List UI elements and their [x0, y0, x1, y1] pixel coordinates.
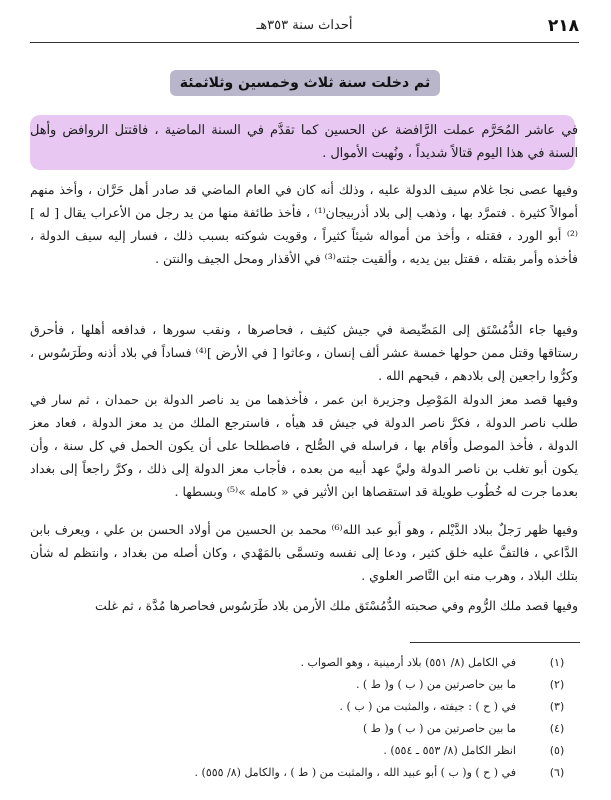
footnote-rule — [410, 642, 580, 643]
footnote-text: ما بين حاصرتين من ( ب ) و( ط ) . — [355, 678, 516, 691]
footnote — [30, 696, 578, 718]
paragraph: وفيها عصى نجا غلام سيف الدولة عليه ، وذلك أنه كان في العام الماضي قد صادر أهل حَرَّان ، وأخذ منهم أموالاً كثيرة . فتمرَّد بها ، وذهب إلى بلاد أذربيجان⁽¹⁾ ، فأخذ طائفة منها من يد رجل من الأعراب يقال [ له ]⁽²⁾ أبو الورد ، فقتله ، وأخذ من أمواله شيئاً كثيراً ، وقويت شوكته بسبب ذلك ، فسار إليه سيف الدولة ، فأخذه وأمر بقتله ، فقتل بين يديه ، وألقيت جثته⁽³⁾ في الأقذار ومحل الجيف والنتن . — [30, 182, 578, 266]
footnote-text: ما بين حاصرتين من ( ب ) و( ط ) — [362, 722, 516, 735]
page-header — [30, 16, 579, 38]
paragraph: وفيها جاء الدُّمُسْتَق إلى المَصِّيصة في جيش كثيف ، فحاصرها ، ونقب سورها ، فدافعه أهلها ، فأحرق رستاقها وقتل ممن حولها خمسة عشر ألف إنسان ، وعاثوا [ في الأرض ]⁽⁴⁾ فساداً في بلاد أذنه وطَرَسُوس ، وكرُّوا راجعين إلى بلادهم ، قبحهم الله . — [30, 322, 579, 383]
footnote — [30, 762, 578, 784]
footnote — [30, 652, 578, 674]
paragraph-highlighted: في عاشر المُحَرَّم عملت الرَّافضة عن الحسين كما تقدَّم في السنة الماضية ، فاقتتل الروافض وأهل السنة في هذا اليوم قتالاً شديداً ، ونُهبت الأموال . — [30, 123, 578, 161]
section-title: ثم دخلت سنة ثلاث وخمسين وثلاثمئة — [170, 70, 440, 96]
footnote — [30, 740, 578, 762]
footnote — [30, 718, 578, 740]
paragraph: وفيها ظهر رَجلٌ ببلاد الدَّيْلم ، وهو أبو عبد الله⁽⁶⁾ محمد بن الحسين من أولاد الحسن بن علي ، ويعرف بابن الدَّاعي ، فالتفَّ عليه خلق كثير ، ودعا إلى نفسه وتسمَّى بالمَهْدي ، وكان أصله من بغداد ، وانتظم له شأن بتلك البلاد ، وهرب منه ابن النَّاصر العلوي . — [30, 522, 578, 583]
footnote-number: (١) — [549, 656, 565, 669]
running-head: أحداث سنة ٣٥٣هـ — [256, 18, 353, 33]
footnote-number: (٣) — [549, 700, 565, 713]
footnote-text: في الكامل (٨/ ٥٥١) بلاد أرمينية ، وهو الصواب . — [300, 656, 516, 669]
header-rule — [30, 42, 579, 43]
paragraph: وفيها قصد معز الدولة المَوْصِل وجزيرة ابن عمر ، فأخذهما من يد ناصر الدولة بن حمدان ، ثم سار في طلب ناصر الدولة ، فكرَّ ناصر الدولة في جيش قد هيأه ، فاسترجع الملك من يد معز الدولة ، فعاد معز الدولة ، فأخذ الموصل وأقام بها ، فراسله في الصُّلح ، فاصطلحا على أن يكون الحمل في كل سنة ، وأن يكون أبو تغلب بن ناصر الدولة وليَّ عهد أبيه من بعده ، فأجاب معز الدولة إلى ذلك ، وكرَّ راجعاً إلى بغداد بعدما جرت له خُطُوب طويلة قد استقصاها ابن الأثير في « كامله »⁽⁵⁾ وبسطها . — [30, 392, 578, 499]
page-number: ٢١٨ — [547, 16, 579, 36]
footnote-text: انظر الكامل (٨/ ٥٥٣ ـ ٥٥٤) . — [383, 744, 516, 757]
footnote-number: (٥) — [549, 744, 565, 757]
footnote-number: (٢) — [549, 678, 565, 691]
footnote-text: في ( ح ) و( ب ) أبو عبيد الله ، والمثبت من ( ط ) ، والكامل (٨/ ٥٥٥) . — [194, 766, 516, 779]
paragraph: وفيها قصد ملك الرُّوم وفي صحبته الدُّمُسْتَق ملك الأرمن بلاد طَرَسُوس فحاصرها مُدَّة ، ثم غلت — [94, 598, 578, 613]
footnotes — [30, 652, 578, 784]
footnote-number: (٤) — [549, 722, 565, 735]
footnote-text: في ( ح ) : جيفته ، والمثبت من ( ب ) . — [339, 700, 516, 713]
footnote-number: (٦) — [549, 766, 565, 779]
footnote — [30, 674, 578, 696]
